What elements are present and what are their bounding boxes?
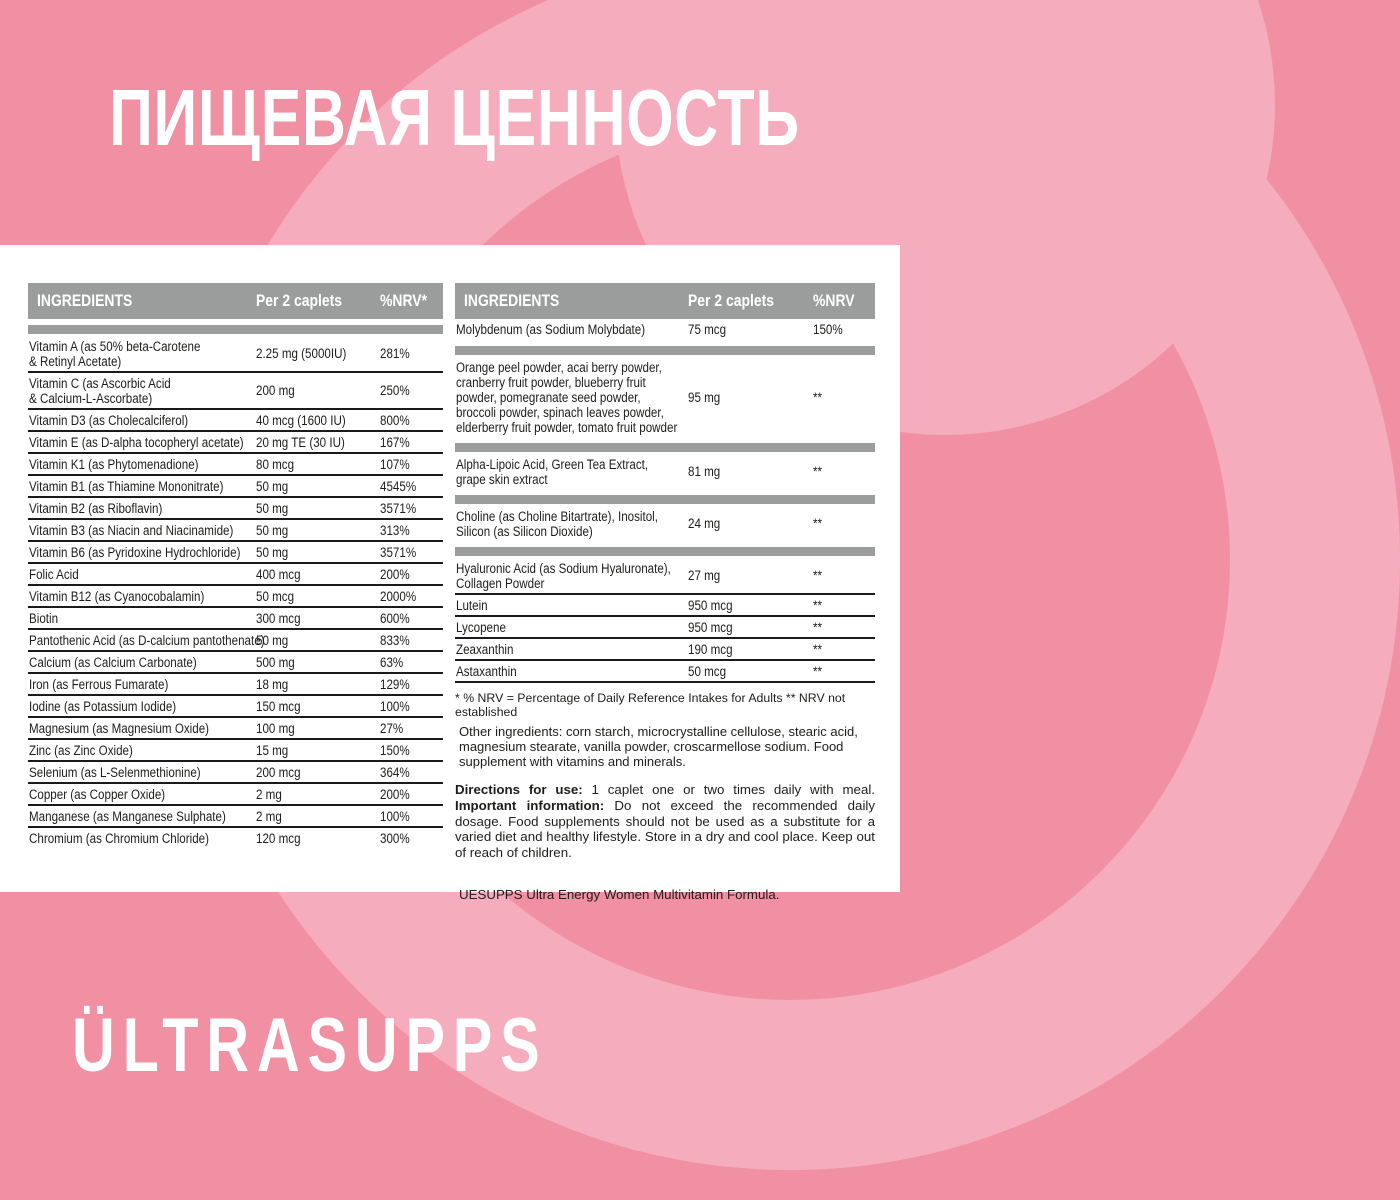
ingredient-nrv: 313% [380,522,410,538]
table-body-right [455,319,875,683]
ingredient-amount: 40 mcg (1600 IU) [256,412,346,428]
header-ingredients: INGREDIENTS [37,291,133,310]
ingredient-name: Zeaxanthin [456,641,514,657]
ingredient-nrv: 3571% [380,544,417,560]
brand-logo [72,1002,682,1089]
ingredient-amount: 950 mcg [688,619,733,635]
ingredient-nrv: ** [813,597,823,613]
ingredient-nrv: 129% [380,676,410,692]
table-row [28,408,443,430]
ingredient-name: Vitamin B12 (as Cyanocobalamin) [29,588,205,604]
ingredient-amount: 120 mcg [256,830,301,846]
ingredient-amount: 400 mcg [256,566,301,582]
table-row [28,694,443,716]
ingredient-name: Vitamin E (as D-alpha tocopheryl acetate) [29,434,244,450]
table-row [28,452,443,474]
table-bottom-line [455,681,875,683]
ingredient-amount: 500 mg [256,654,295,670]
table-row [28,584,443,606]
section-divider-bar [455,495,875,504]
table-row [28,672,443,694]
ingredient-nrv: 800% [380,412,410,428]
ingredient-name: Magnesium (as Magnesium Oxide) [29,720,210,736]
ingredient-name: Vitamin K1 (as Phytomenadione) [29,456,199,472]
ingredient-name: Astaxanthin [456,663,517,679]
ingredient-amount: 950 mcg [688,597,733,613]
section-divider-bar [455,547,875,556]
table-row [28,562,443,584]
ingredient-amount: 24 mg [688,516,721,531]
ingredient-nrv: 600% [380,610,410,626]
ingredient-nrv: 281% [380,346,410,361]
ingredient-amount: 80 mcg [256,456,295,472]
table-row [455,319,875,340]
ingredient-name: Vitamin B6 (as Pyridoxine Hydrochloride) [29,544,241,560]
section-divider-bar [28,325,443,334]
table-row [28,430,443,452]
ingredient-nrv: ** [813,389,823,405]
table-row [28,804,443,826]
table-row [28,826,443,848]
ingredient-nrv: 100% [380,698,410,714]
ingredient-nrv: 833% [380,632,410,648]
ingredient-nrv: 200% [380,566,410,582]
ingredient-name: Alpha-Lipoic Acid, Green Tea Extract, grape skin extract [456,456,649,487]
ingredient-amount: 100 mg [256,720,295,736]
page-title [0,72,900,164]
header-ingredients: INGREDIENTS [464,291,560,310]
table-header-right [455,283,875,319]
table-row [455,593,875,615]
ingredient-name: Iron (as Ferrous Fumarate) [29,676,169,692]
table-row [455,357,875,437]
ingredient-name: Folic Acid [29,566,79,582]
ingredient-amount: 18 mg [256,676,289,692]
ingredient-amount: 27 mg [688,568,721,583]
ingredient-amount: 150 mcg [256,698,301,714]
table-row [455,659,875,681]
ingredient-nrv: ** [813,568,823,583]
ingredient-amount: 50 mcg [688,663,727,679]
ingredient-amount: 50 mg [256,522,289,538]
other-ingredients-text: Other ingredients: corn starch, microcrystalline cellulose, stearic acid, magnesium stearate, vanilla powder, croscarmellose sodium. Food supplement with vitamins and minerals. [459,724,858,769]
ingredient-nrv: 150% [813,322,843,337]
ingredient-nrv: ** [813,663,823,679]
ingredient-nrv: 100% [380,808,410,824]
ingredient-name: Calcium (as Calcium Carbonate) [29,654,197,670]
table-body-left [28,325,443,848]
ingredient-nrv: ** [813,619,823,635]
ingredient-nrv: 27% [380,720,404,736]
ingredient-nrv: 63% [380,654,404,670]
ingredient-name: Vitamin A (as 50% beta-Carotene & Retinyl Acetate) [29,338,201,369]
header-nrv: %NRV* [380,291,428,310]
brand-logo-text: ÜLTRASUPPS [72,1003,548,1088]
table-columns [28,283,875,902]
ingredient-nrv: ** [813,464,823,479]
header-nrv: %NRV [813,291,855,310]
ingredient-name: Copper (as Copper Oxide) [29,786,166,802]
ingredient-amount: 2 mg [256,786,282,802]
ingredient-nrv: 150% [380,742,410,758]
ingredient-nrv: ** [813,516,823,531]
table-row [28,606,443,628]
ingredient-amount: 200 mg [256,383,295,398]
table-row [28,540,443,562]
table-row [455,506,875,541]
table-row [28,760,443,782]
ingredient-name: Biotin [29,610,59,626]
ingredient-nrv: 200% [380,786,410,802]
ingredient-nrv: 300% [380,830,410,846]
header-per-2-caplets: Per 2 caplets [688,291,775,310]
directions-text: Directions for use: 1 caplet one or two times daily with meal. Important information: Do not exceed the recommended daily dosage. Food supplements should not be used as a substitute for a varied diet and healthy lifestyle. Store in a dry and cool place. Keep out of reach of children. [455,782,876,861]
nutrition-panel [0,245,900,902]
ingredient-name: Vitamin D3 (as Cholecalciferol) [29,412,189,428]
table-row [455,637,875,659]
ingredient-nrv: 250% [380,383,410,398]
ingredient-amount: 95 mg [688,389,721,405]
ingredient-name: Vitamin C (as Ascorbic Acid & Calcium-L-Ascorbate) [29,375,171,406]
ingredient-amount: 50 mcg [256,588,295,604]
formula-name-text: UESUPPS Ultra Energy Women Multivitamin Formula. [459,886,780,902]
ingredient-nrv: 4545% [380,478,417,494]
ingredient-nrv: 167% [380,434,410,450]
table-row [28,371,443,408]
table-row [455,454,875,489]
ingredient-name: Selenium (as L-Selenmethionine) [29,764,201,780]
ingredient-nrv: 2000% [380,588,417,604]
ingredient-nrv: 107% [380,456,410,472]
ingredient-amount: 2.25 mg (5000IU) [256,346,347,361]
ingredient-amount: 2 mg [256,808,282,824]
ingredient-amount: 20 mg TE (30 IU) [256,434,345,450]
ingredient-amount: 200 mcg [256,764,301,780]
ingredients-table-left [28,283,443,848]
ingredient-name: Chromium (as Chromium Chloride) [29,830,209,846]
table-row [28,650,443,672]
ingredient-name: Vitamin B1 (as Thiamine Mononitrate) [29,478,224,494]
table-header-left [28,283,443,319]
ingredient-nrv: 364% [380,764,410,780]
table-row [28,628,443,650]
table-row [28,496,443,518]
table-row [455,558,875,593]
ingredients-table-right [455,283,875,902]
ingredient-amount: 300 mcg [256,610,301,626]
ingredient-name: Molybdenum (as Sodium Molybdate) [456,322,646,337]
ingredient-amount: 50 mg [256,544,289,560]
table-row [28,738,443,760]
ingredient-amount: 50 mg [256,632,289,648]
ingredient-nrv: ** [813,641,823,657]
section-divider-bar [455,346,875,355]
ingredient-name: Vitamin B3 (as Niacin and Niacinamide) [29,522,234,538]
ingredient-amount: 50 mg [256,478,289,494]
ingredient-amount: 81 mg [688,464,721,479]
ingredient-name: Manganese (as Manganese Sulphate) [29,808,226,824]
ingredient-name: Orange peel powder, acai berry powder, cranberry fruit powder, blueberry fruit powder, pomegranate seed powder, broccoli powder, spinach leaves powder, elderberry fruit powder, tomato fruit powder [456,359,678,435]
ingredient-name: Iodine (as Potassium Iodide) [29,698,177,714]
page-title-text: ПИЩЕВАЯ ЦЕННОСТЬ [109,73,800,162]
table-row [455,615,875,637]
table-row [28,336,443,371]
table-row [28,716,443,738]
table-row [28,518,443,540]
ingredient-amount: 190 mcg [688,641,733,657]
ingredient-name: Vitamin B2 (as Riboflavin) [29,500,163,516]
nrv-footnote: * % NRV = Percentage of Daily Reference Intakes for Adults ** NRV not established [455,691,846,719]
ingredient-name: Choline (as Choline Bitartrate), Inositol, Silicon (as Silicon Dioxide) [456,508,658,539]
ingredient-name: Lycopene [456,619,506,635]
ingredient-name: Pantothenic Acid (as D-calcium pantothenate) [29,632,265,648]
table-row [28,782,443,804]
ingredient-amount: 50 mg [256,500,289,516]
section-divider-bar [455,443,875,452]
table-row [28,474,443,496]
ingredient-name: Hyaluronic Acid (as Sodium Hyaluronate), Collagen Powder [456,560,671,591]
ingredient-name: Lutein [456,597,488,613]
ingredient-amount: 75 mcg [688,322,727,337]
ingredient-nrv: 3571% [380,500,417,516]
header-per-2-caplets: Per 2 caplets [256,291,343,310]
ingredient-amount: 15 mg [256,742,289,758]
ingredient-name: Zinc (as Zinc Oxide) [29,742,133,758]
